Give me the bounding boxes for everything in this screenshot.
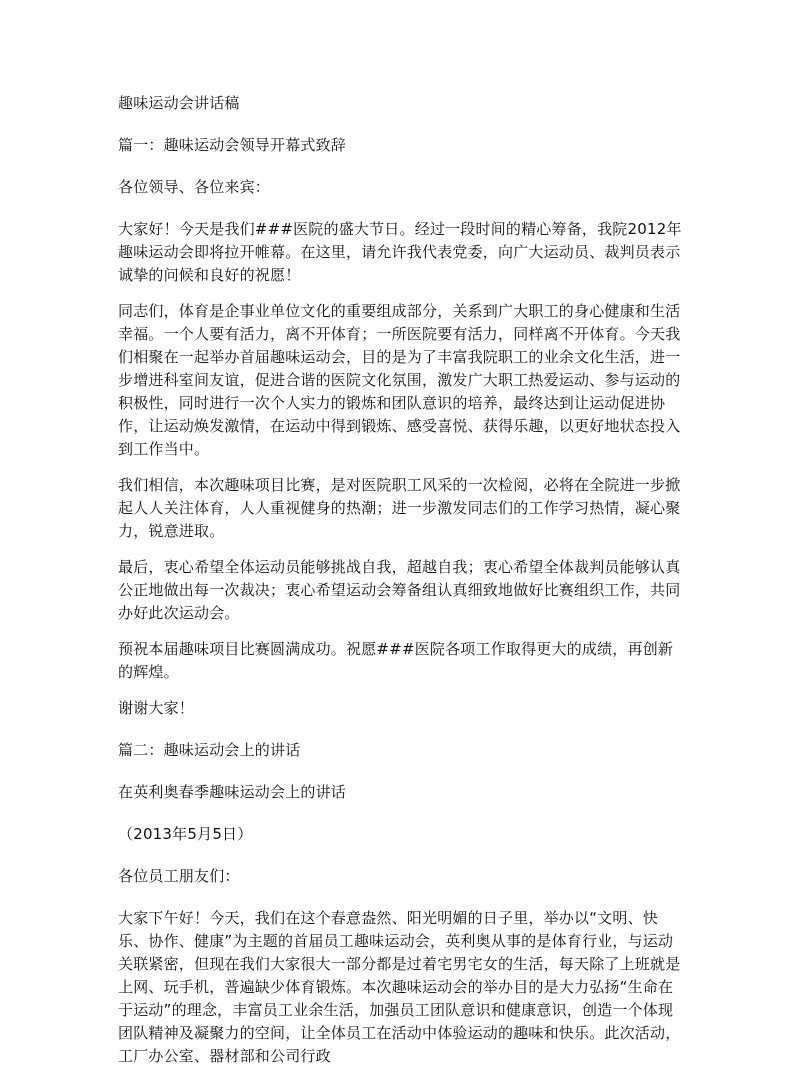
thanks-line: 谢谢大家！ (118, 699, 195, 717)
speech-date: （2013年5月5日） (118, 825, 253, 843)
paragraph: 预祝本届趣味项目比赛圆满成功。祝愿###医院各项工作取得更大的成绩，再创新的辉煌。 (118, 640, 674, 681)
greeting-1: 各位领导、各位来宾： (118, 178, 271, 196)
document-title: 趣味运动会讲话稿 (118, 94, 240, 112)
paragraph: 我们相信，本次趣味项目比赛，是对医院职工风采的一次检阅，必将在全院进一步掀起人人关注体育，人人重视健身的热潮；进一步激发同志们的工作学习热情，凝心聚力，锐意进取。 (118, 476, 681, 540)
section-heading-1: 篇一：趣味运动会领导开幕式致辞 (118, 136, 347, 154)
paragraph: 同志们，体育是企事业单位文化的重要组成部分，关系到广大职工的身心健康和生活幸福。一个人要有活力，离不开体育；一所医院要有活力，同样离不开体育。今天我们相聚在一起举办首届趣味运动会，目的是为了丰富我院职工的业余文化生活，进一步增进科室间友谊，促进合谐的医院文化氛围，激发广大职工热爱运动、参与运动的积极性，同时进行一次个人实力的锻炼和团队意识的培养，最终达到让运动促进协作，让运动焕发激情，在运动中得到锻炼、感受喜悦、获得乐趣，以更好地状态投入到工作当中。 (118, 302, 681, 458)
greeting-2: 各位员工朋友们： (118, 867, 240, 885)
paragraph: 大家好！今天是我们###医院的盛大节日。经过一段时间的精心筹备，我院2012年趣味运动会即将拉开帷幕。在这里，请允许我代表党委，向广大运动员、裁判员表示诚挚的问候和良好的祝愿！ (118, 220, 682, 284)
paragraph: 最后，衷心希望全体运动员能够挑战自我，超越自我；衷心希望全体裁判员能够认真公正地做出每一次裁决；衷心希望运动会筹备组认真细致地做好比赛组织工作，共同办好此次运动会。 (118, 558, 681, 622)
paragraph: 大家下午好！今天，我们在这个春意盎然、阳光明媚的日子里，举办以“文明、快乐、协作、健康”为主题的首届员工趣味运动会，英利奥从事的是体育行业，与运动关联紧密，但现在我们大家很大一部分都是过着宅男宅女的生活，每天除了上班就是上网、玩手机，普遍缺少体育锻炼。本次趣味运动会的举办目的是大力弘扬“生命在于运动”的理念，丰富员工业余生活，加强员工团队意识和健康意识，创造一个体现团队精神及凝聚力的空间，让全体员工在活动中体验运动的趣味和快乐。此次活动，工厂办公室、器材部和公司行政 (118, 909, 681, 1065)
section-heading-2: 篇二：趣味运动会上的讲话 (118, 741, 301, 759)
document-page (118, 92, 684, 1081)
speech-title: 在英利奥春季趣味运动会上的讲话 (118, 783, 347, 801)
